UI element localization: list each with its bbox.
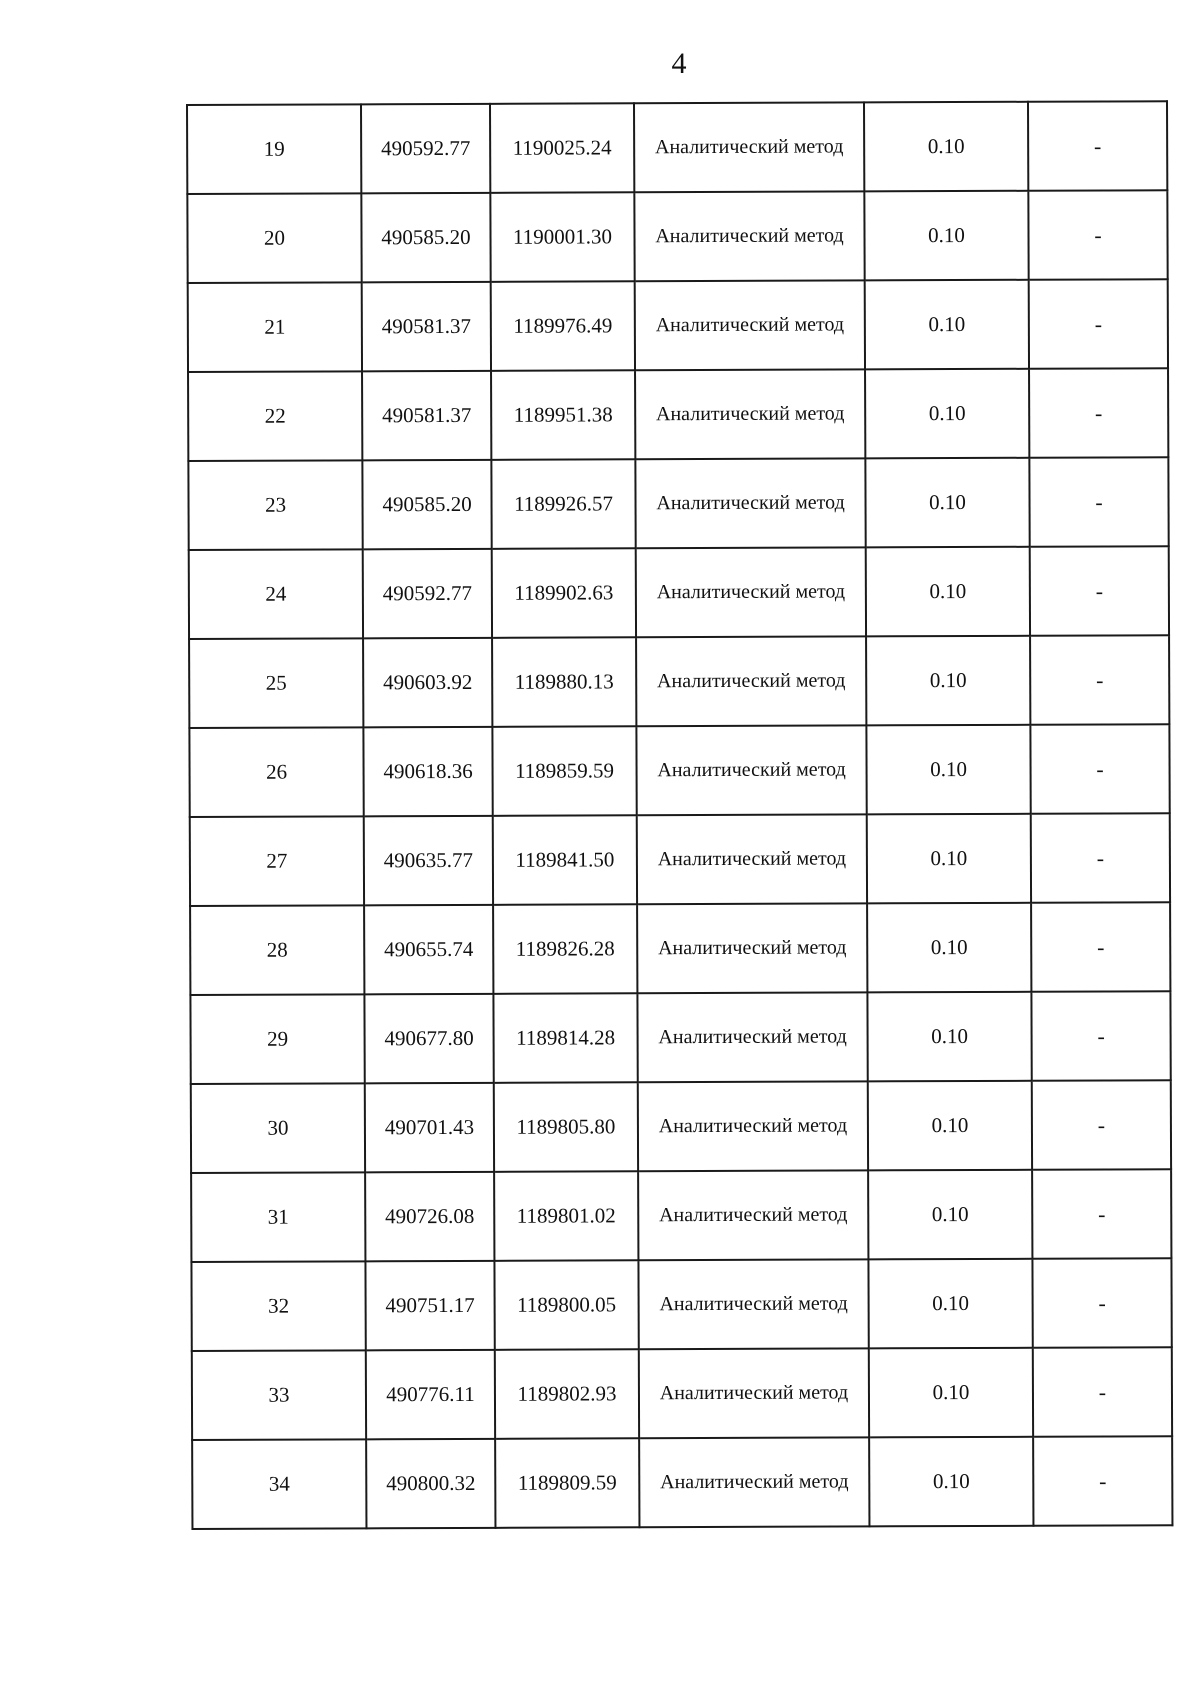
- x-coordinate-cell: 490635.77: [364, 816, 493, 905]
- point-number-cell: 24: [189, 549, 363, 639]
- table-row: [192, 1347, 1172, 1440]
- method-cell: Аналитический метод: [637, 814, 867, 904]
- point-number-cell: 28: [190, 905, 364, 995]
- point-number-cell: 26: [189, 727, 363, 817]
- note-cell: -: [1029, 368, 1168, 458]
- x-coordinate-cell: 490592.77: [363, 549, 492, 638]
- note-cell: -: [1032, 1258, 1171, 1348]
- method-cell: Аналитический метод: [636, 636, 866, 726]
- y-coordinate-cell: 1189976.49: [491, 281, 635, 371]
- error-cell: 0.10: [864, 102, 1028, 192]
- method-cell: Аналитический метод: [637, 992, 867, 1082]
- method-cell: Аналитический метод: [636, 725, 866, 815]
- note-cell: -: [1030, 724, 1169, 814]
- point-number-cell: 29: [190, 994, 364, 1084]
- y-coordinate-cell: 1189951.38: [491, 370, 635, 460]
- error-cell: 0.10: [864, 191, 1028, 281]
- note-cell: -: [1028, 101, 1167, 191]
- table-row: [190, 902, 1170, 995]
- error-cell: 0.10: [865, 458, 1029, 548]
- error-cell: 0.10: [868, 1259, 1032, 1349]
- table-body: [187, 101, 1172, 1529]
- y-coordinate-cell: 1189809.59: [495, 1438, 639, 1528]
- y-coordinate-cell: 1189926.57: [491, 459, 635, 549]
- method-cell: Аналитический метод: [637, 903, 867, 993]
- table-row: [190, 813, 1170, 906]
- x-coordinate-cell: 490800.32: [366, 1439, 495, 1528]
- error-cell: 0.10: [867, 903, 1031, 993]
- error-cell: 0.10: [869, 1437, 1033, 1527]
- method-cell: Аналитический метод: [638, 1259, 868, 1349]
- y-coordinate-cell: 1189801.02: [494, 1171, 638, 1261]
- method-cell: Аналитический метод: [636, 547, 866, 637]
- note-cell: -: [1031, 813, 1170, 903]
- y-coordinate-cell: 1190001.30: [490, 192, 634, 282]
- x-coordinate-cell: 490618.36: [363, 727, 492, 816]
- method-cell: Аналитический метод: [634, 102, 864, 192]
- point-number-cell: 33: [192, 1350, 366, 1440]
- method-cell: Аналитический метод: [635, 458, 865, 548]
- point-number-cell: 27: [190, 816, 364, 906]
- x-coordinate-cell: 490677.80: [364, 994, 493, 1083]
- error-cell: 0.10: [866, 636, 1030, 726]
- error-cell: 0.10: [866, 547, 1030, 637]
- note-cell: -: [1028, 190, 1167, 280]
- x-coordinate-cell: 490726.08: [365, 1172, 494, 1261]
- note-cell: -: [1033, 1347, 1172, 1437]
- error-cell: 0.10: [869, 1348, 1033, 1438]
- y-coordinate-cell: 1189880.13: [492, 637, 636, 727]
- note-cell: -: [1029, 279, 1168, 369]
- point-number-cell: 20: [187, 193, 361, 283]
- error-cell: 0.10: [865, 280, 1029, 370]
- error-cell: 0.10: [867, 992, 1031, 1082]
- error-cell: 0.10: [867, 814, 1031, 904]
- y-coordinate-cell: 1189800.05: [494, 1260, 638, 1350]
- error-cell: 0.10: [866, 725, 1030, 815]
- x-coordinate-cell: 490585.20: [361, 193, 490, 282]
- table-row: [191, 1080, 1171, 1173]
- method-cell: Аналитический метод: [638, 1170, 868, 1260]
- point-number-cell: 22: [188, 371, 362, 461]
- note-cell: -: [1033, 1436, 1172, 1526]
- point-number-cell: 34: [192, 1439, 366, 1529]
- note-cell: -: [1030, 635, 1169, 725]
- y-coordinate-cell: 1189802.93: [495, 1349, 639, 1439]
- method-cell: Аналитический метод: [638, 1081, 868, 1171]
- point-number-cell: 31: [191, 1172, 365, 1262]
- table-row: [188, 368, 1168, 461]
- point-number-cell: 23: [188, 460, 362, 550]
- coordinates-table: [186, 100, 1173, 1530]
- x-coordinate-cell: 490776.11: [366, 1350, 495, 1439]
- point-number-cell: 30: [191, 1083, 365, 1173]
- error-cell: 0.10: [868, 1170, 1032, 1260]
- table-row: [187, 101, 1167, 194]
- x-coordinate-cell: 490585.20: [362, 460, 491, 549]
- note-cell: -: [1032, 1080, 1171, 1170]
- point-number-cell: 25: [189, 638, 363, 728]
- x-coordinate-cell: 490603.92: [363, 638, 492, 727]
- point-number-cell: 32: [191, 1261, 365, 1351]
- x-coordinate-cell: 490592.77: [361, 104, 490, 193]
- point-number-cell: 19: [187, 104, 361, 194]
- x-coordinate-cell: 490581.37: [362, 371, 491, 460]
- x-coordinate-cell: 490581.37: [362, 282, 491, 371]
- x-coordinate-cell: 490751.17: [365, 1261, 494, 1350]
- table-row: [187, 190, 1167, 283]
- table-row: [190, 991, 1170, 1084]
- method-cell: Аналитический метод: [635, 369, 865, 459]
- y-coordinate-cell: 1189805.80: [494, 1082, 638, 1172]
- note-cell: -: [1031, 902, 1170, 992]
- method-cell: Аналитический метод: [639, 1437, 869, 1527]
- table-row: [191, 1169, 1171, 1262]
- method-cell: Аналитический метод: [635, 280, 865, 370]
- table-row: [189, 635, 1169, 728]
- error-cell: 0.10: [868, 1081, 1032, 1171]
- x-coordinate-cell: 490701.43: [365, 1083, 494, 1172]
- table-row: [189, 546, 1169, 639]
- note-cell: -: [1029, 457, 1168, 547]
- x-coordinate-cell: 490655.74: [364, 905, 493, 994]
- table-row: [189, 724, 1169, 817]
- page-number: 4: [671, 47, 687, 80]
- table-row: [188, 279, 1168, 372]
- y-coordinate-cell: 1190025.24: [490, 103, 634, 193]
- y-coordinate-cell: 1189841.50: [493, 815, 637, 905]
- note-cell: -: [1031, 991, 1170, 1081]
- error-cell: 0.10: [865, 369, 1029, 459]
- table-row: [191, 1258, 1171, 1351]
- note-cell: -: [1030, 546, 1169, 636]
- y-coordinate-cell: 1189902.63: [492, 548, 636, 638]
- table-row: [192, 1436, 1172, 1529]
- method-cell: Аналитический метод: [634, 191, 864, 281]
- table-row: [188, 457, 1168, 550]
- note-cell: -: [1032, 1169, 1171, 1259]
- y-coordinate-cell: 1189814.28: [493, 993, 637, 1083]
- method-cell: Аналитический метод: [639, 1348, 869, 1438]
- point-number-cell: 21: [188, 282, 362, 372]
- y-coordinate-cell: 1189826.28: [493, 904, 637, 994]
- y-coordinate-cell: 1189859.59: [492, 726, 636, 816]
